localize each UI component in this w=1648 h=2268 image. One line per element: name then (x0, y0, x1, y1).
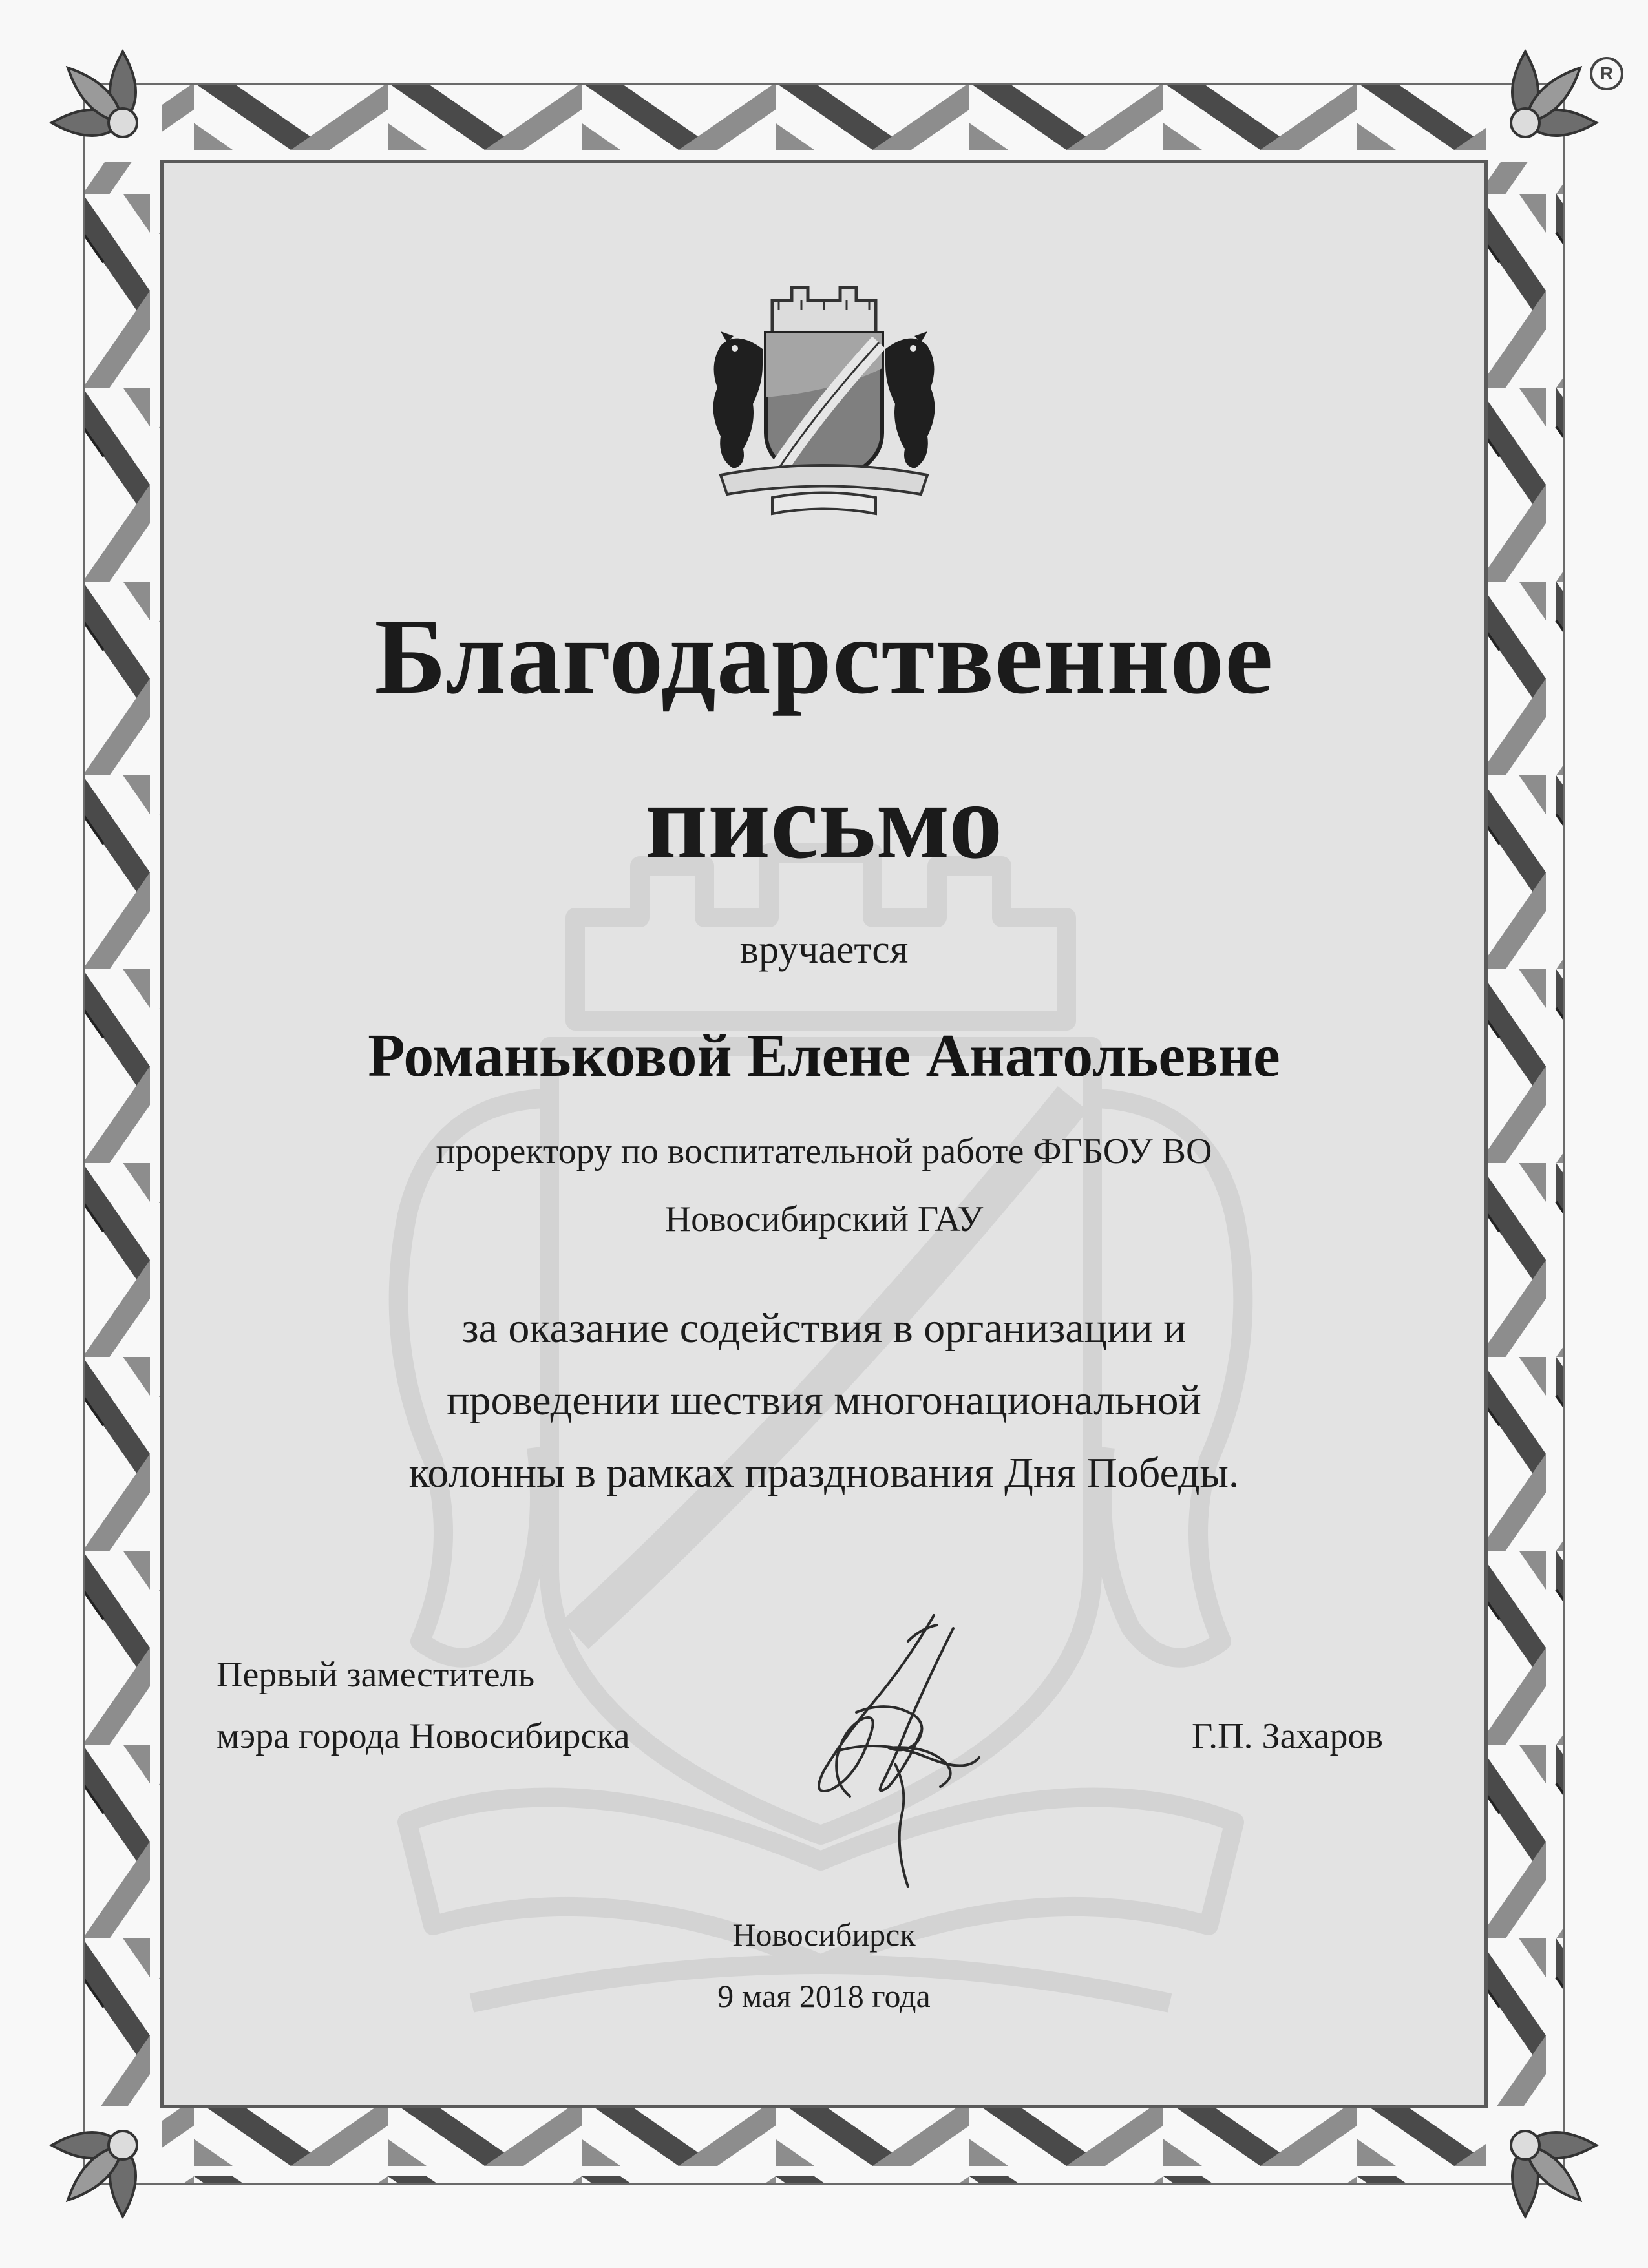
reason-line-2: проведении шествия многонациональной (447, 1377, 1201, 1424)
signer-name: Г.П. Захаров (1192, 1716, 1383, 1756)
recipient-position-line-1: проректору по воспитательной работе ФГБОУ ВО (436, 1131, 1212, 1171)
certificate-title-line-1: Благодарственное (374, 596, 1274, 717)
certificate-title-line-2: письмо (645, 761, 1003, 881)
handwritten-signature (798, 1602, 1005, 1906)
recipient-name: Романьковой Елене Анатольевне (368, 1022, 1280, 1089)
signer-title-line-2: мэра города Новосибирска (217, 1716, 630, 1756)
registered-mark-icon: R (1590, 57, 1623, 90)
recipient-position-line-2: Новосибирский ГАУ (664, 1199, 984, 1239)
issue-date: 9 мая 2018 года (717, 1978, 931, 2014)
reason-line-1: за оказание содействия в организации и (461, 1305, 1187, 1352)
novosibirsk-coat-of-arms-icon (682, 281, 966, 527)
reason-line-3: колонны в рамках празднования Дня Победы. (408, 1449, 1240, 1496)
awarded-text: вручается (739, 928, 909, 972)
signer-title-line-1: Первый заместитель (217, 1655, 535, 1695)
issue-place: Новосибирск (732, 1916, 916, 1953)
